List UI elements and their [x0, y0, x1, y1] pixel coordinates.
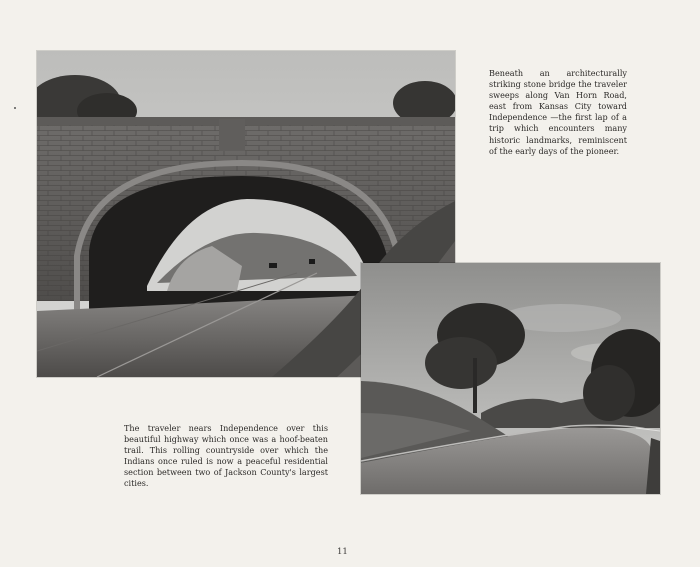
page-number: 11 — [337, 547, 348, 557]
bridge-caption: Beneath an architecturally striking stone bridge the traveler sweeps along Van Horn Road, east from Kansas City toward Independence —the first lap of a trip which encounters many historic landmarks, reminiscent of the early days of the pioneer. — [489, 68, 627, 156]
curving-highway-image — [361, 263, 660, 494]
curving-highway-photo — [361, 263, 660, 494]
highway-caption: The traveler nears Independence over this beautiful highway which once was a hoof-beaten trail. This rolling countryside over which the Indians once ruled is now a peaceful residential section between two of Jackson County's largest cities. — [124, 423, 328, 489]
page-speck — [14, 107, 16, 109]
